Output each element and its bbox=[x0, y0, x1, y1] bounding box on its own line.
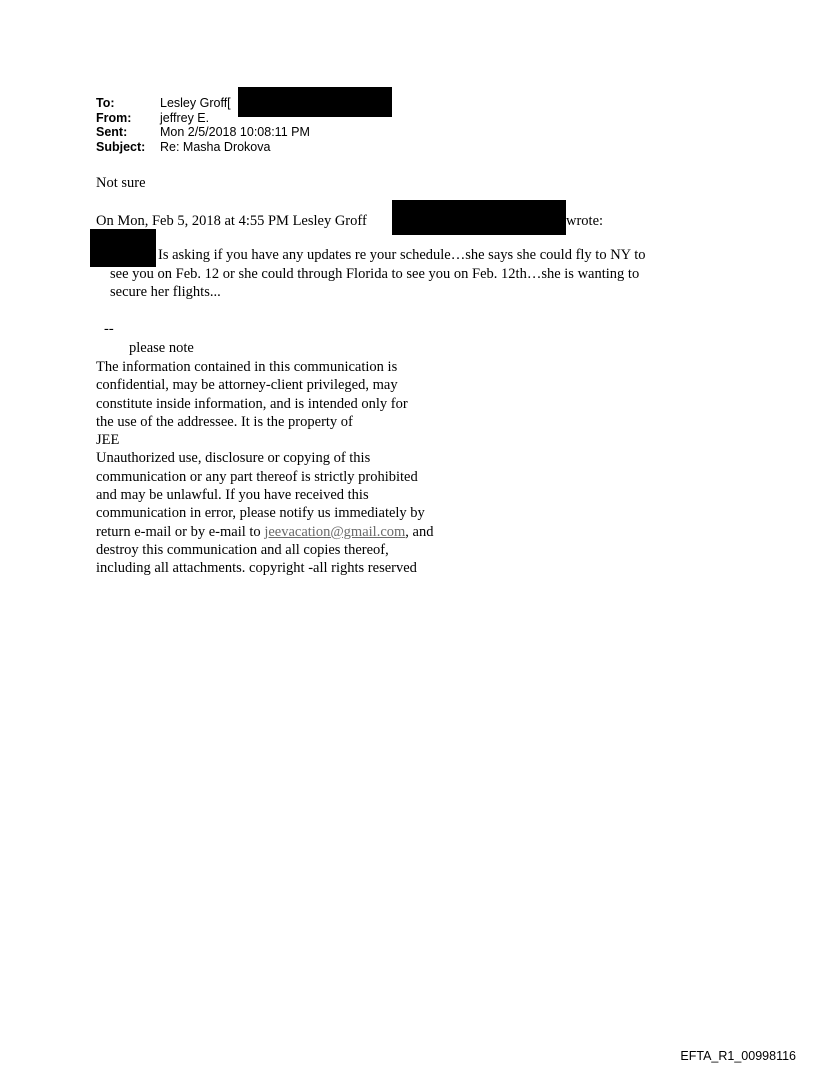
quote-intro bbox=[96, 213, 367, 230]
sent-row bbox=[96, 125, 310, 140]
redaction-box bbox=[238, 87, 392, 117]
subject-value: Re: Masha Drokova bbox=[160, 139, 271, 154]
from-value: jeffrey E. bbox=[160, 110, 210, 125]
disclaimer-line: communication in error, please notify us immediately by bbox=[96, 505, 425, 522]
quoted-message bbox=[110, 246, 710, 302]
disclaimer-line: and may be unlawful. If you have received this bbox=[96, 487, 369, 504]
disclaimer-line: Unauthorized use, disclosure or copying of this bbox=[96, 450, 371, 467]
redaction-box bbox=[392, 200, 566, 235]
document-id: EFTA_R1_00998116 bbox=[680, 1049, 796, 1063]
disclaimer-line: including all attachments. copyright -all rights reserved bbox=[96, 560, 417, 577]
subject-row bbox=[96, 140, 310, 155]
disclaimer-line: communication or any part thereof is strictly prohibited bbox=[96, 468, 418, 485]
disclaimer-line: The information contained in this communication is bbox=[96, 359, 398, 375]
quote-line: see you on Feb. 12 or she could through Florida to see you on Feb. 12th…she is wanting to bbox=[110, 265, 640, 282]
quote-intro-after: wrote: bbox=[566, 213, 604, 229]
email-link[interactable]: jeevacation@gmail.com bbox=[264, 523, 406, 540]
to-label: To: bbox=[96, 96, 115, 110]
disclaimer-line: constitute inside information, and is intended only for bbox=[96, 395, 408, 412]
disclaimer-email-line bbox=[96, 523, 433, 541]
from-label: From: bbox=[96, 110, 132, 125]
disclaimer-line: JEE bbox=[96, 432, 120, 449]
sent-value: Mon 2/5/2018 10:08:11 PM bbox=[160, 125, 310, 139]
signature-dash: -- bbox=[104, 321, 114, 337]
disclaimer-line: destroy this communication and all copies thereof, bbox=[96, 541, 389, 558]
disclaimer-line: the use of the addressee. It is the property of bbox=[96, 413, 353, 430]
quote-intro-before: On Mon, Feb 5, 2018 at 4:55 PM Lesley Groff bbox=[96, 213, 367, 229]
reply-text: Not sure bbox=[96, 175, 146, 191]
disclaimer bbox=[96, 358, 433, 578]
quote-line: Is asking if you have any updates re your schedule…she says she could fly to NY to bbox=[158, 247, 646, 263]
sent-label: Sent: bbox=[96, 125, 128, 139]
to-value: Lesley Groff[ bbox=[160, 96, 231, 110]
disclaimer-line: confidential, may be attorney-client privileged, may bbox=[96, 377, 398, 394]
subject-label: Subject: bbox=[96, 139, 146, 154]
email-line-suffix: , and bbox=[405, 523, 434, 540]
quote-line: secure her flights... bbox=[110, 284, 221, 300]
email-line-prefix: return e-mail or by e-mail to bbox=[96, 523, 265, 540]
signature-note: please note bbox=[129, 340, 194, 356]
